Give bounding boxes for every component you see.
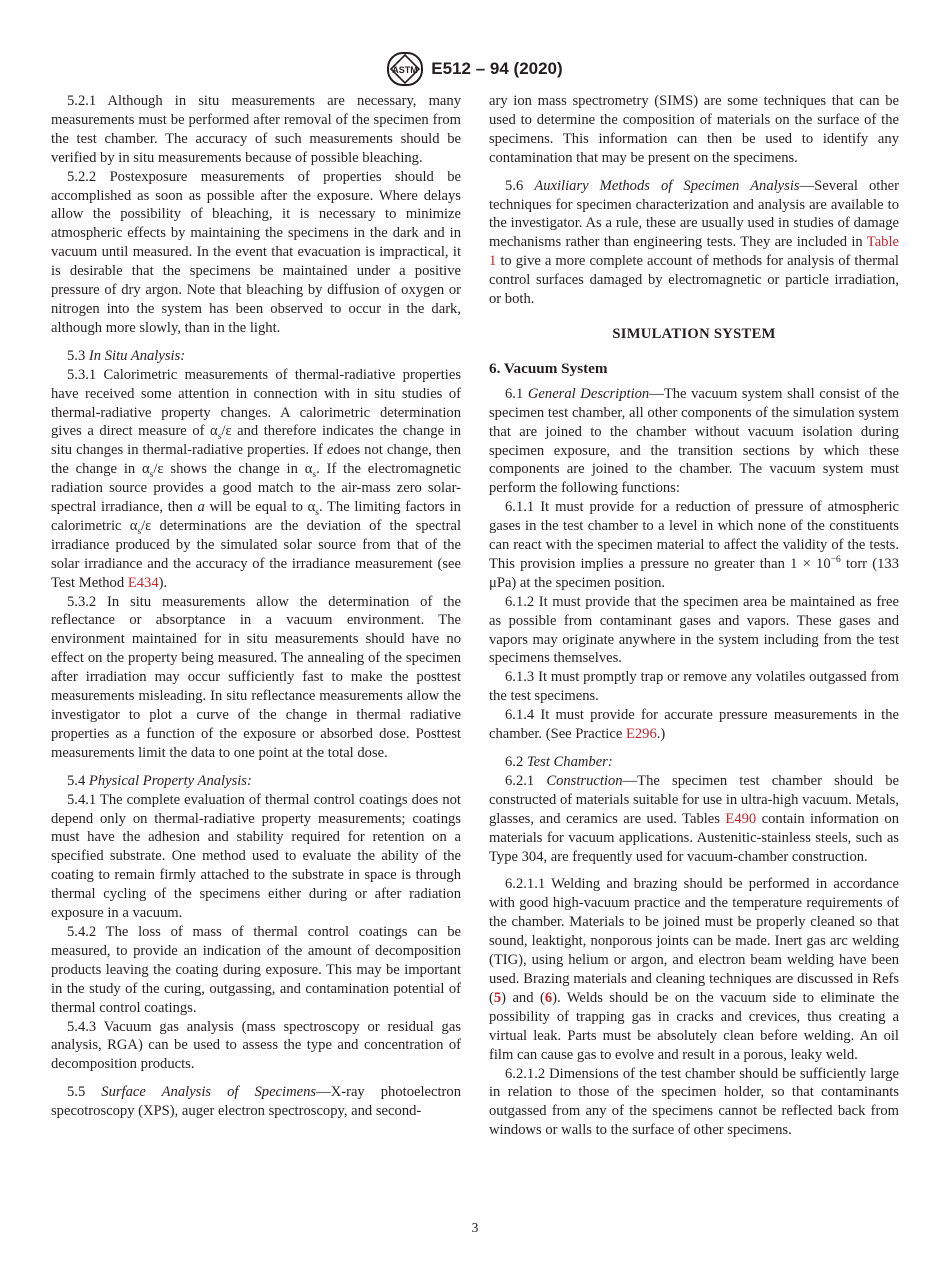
paragraph-6-2-1: 6.2.1 Construction—The specimen test chamber should be constructed of materials suitable for use in ultra-high vacuum. Metals, glasses, and ceramics are used. Tables E490 contain information on materials for vacuum applications. Austenitic-stainless steels, such as Type 304, are frequently used for vacuum-chamber construction. bbox=[489, 772, 899, 865]
right-column bbox=[489, 92, 899, 1140]
paragraph-6-1-2: 6.1.2 It must provide that the specimen area be maintained as free as possible from contaminant gases and vapors. These gases and vapors may originate anywhere in the system including from the test specimens themselves. bbox=[489, 593, 899, 667]
paragraph-5-4-2: 5.4.2 The loss of mass of thermal control coatings can be measured, to provide an indication of the amount of decomposition products leaving the coating during exposure. This may be important in the study of the curing, outgassing, and contamination potential of thermal control coatings. bbox=[51, 923, 461, 1016]
link-e296[interactable]: E296 bbox=[625, 726, 657, 743]
paragraph-5-3: 5.3 In Situ Analysis: bbox=[67, 347, 186, 364]
page-number: 3 bbox=[471, 1220, 479, 1235]
paragraph-6-1-1: 6.1.1 It must provide for a reduction of pressure of atmospheric gases in the test chamber to a level in which none of the constituents can react with the specimen material to affect the validity of the tests. This provision implies a pressure no greater than $1 \times 10^{-6}$ torr (133 μPa) at the specimen position. bbox=[489, 499, 899, 591]
standard-designation: E512 – 94 (2020) bbox=[431, 59, 563, 78]
paragraph-5-5-continued: ary ion mass spectrometry (SIMS) are some techniques that can be used to determine the composition of materials on the surface of the specimens. This information can then be used to identify any contamination that may be present on the specimens. bbox=[489, 93, 899, 166]
heading-6: 6. Vacuum System bbox=[489, 359, 608, 377]
link-e434[interactable]: E434 bbox=[127, 574, 159, 591]
link-e490[interactable]: E490 bbox=[725, 810, 757, 827]
left-column bbox=[51, 92, 461, 1121]
paragraph-5-4-3: 5.4.3 Vacuum gas analysis (mass spectroscopy or residual gas analysis, RGA) can be used to assess the type and concentration of decomposition products. bbox=[51, 1018, 461, 1073]
paragraph-6-2-1-2: 6.2.1.2 Dimensions of the test chamber should be sufficiently large in relation to those of the specimen holder, so that contaminants outgassed from any of the specimens cannot be reflected back from windows or walls to the surface of other specimens. bbox=[489, 1065, 899, 1139]
link-ref-5[interactable]: 5 bbox=[493, 989, 502, 1006]
paragraph-6-1-3: 6.1.3 It must promptly trap or remove any volatiles outgassed from the test specimens. bbox=[489, 669, 899, 705]
paragraph-5-3-2: 5.3.2 In situ measurements allow the determination of the reflectance or absorptance in a vacuum environment. The environment maintained for in situ measurements should have no effect on the property being measured. The annealing of the specimen after irradiation may occur sufficiently fast to make the posttest measurements misleading. In situ reflectance measurements allow the investigator to plot a curve of the change in thermal radiative properties as a function of the exposure or absorbed dose. Posttest measurements limit the data to one point at the total dose. bbox=[51, 593, 461, 761]
paragraph-6-2: 6.2 Test Chamber: bbox=[505, 754, 613, 770]
page-header bbox=[0, 52, 950, 86]
astm-logo-icon bbox=[387, 52, 423, 86]
paragraph-5-2-1: 5.2.1 Although in situ measurements are necessary, many measurements must be performed after removal of the specimen from the test chamber. The accuracy of such measurements should be verified by in situ measurements because of possible bleaching. bbox=[51, 93, 461, 166]
paragraph-5-3-1: 5.3.1 Calorimetric measurements of thermal-radiative properties have received some attention in connection with in situ studies of thermal-radiative property changes. A calorimetric determination gives a direct measure of $\alpha_s/\varepsilon$ and therefore indicates the change in situ changes in thermal-radiative properties. If edoes not change, then the change in $\alpha_s/\varepsilon$ shows the change in $\alpha_s$. If the electromagnetic radiation source provides a good match to the air-mass zero solar-spectral irradiance, then a will be equal to $\alpha_s$. The limiting factors in calorimetric $\alpha_s/\varepsilon$ determinations are the deviation of the spectral irradiance produced by the simulated solar source from that of the solar irradiance and the accuracy of the irradiance measurement (see Test Method E434). bbox=[51, 366, 461, 591]
paragraph-5-4-1: 5.4.1 The complete evaluation of thermal control coatings does not depend only on thermal-radiative property measurements; coatings must have the adhesion and stability required for retention on a specified substrate. One method used to evaluate the ability of the coating to remain firmly attached to the substrate in space is through thermal cycling of the specimens either during or after radiation exposure in a vacuum. bbox=[51, 791, 461, 922]
link-ref-6[interactable]: 6 bbox=[544, 989, 553, 1006]
paragraph-6-1-4: 6.1.4 It must provide for accurate pressure measurements in the chamber. (See Practice E296.) bbox=[489, 707, 899, 743]
paragraph-5-6: 5.6 Auxiliary Methods of Specimen Analysis—Several other techniques for specimen characterization and analysis are available to the investigator. As a rule, these are usually used in studies of damage mechanisms rather than engineering tests. They are included in Table 1 to give a more complete account of methods for analysis of thermal control surfaces damaged by electromagnetic or particle irradiation, or both. bbox=[489, 177, 899, 308]
paragraph-5-4: 5.4 Physical Property Analysis: bbox=[67, 772, 252, 789]
svg-text:ASTM: ASTM bbox=[392, 65, 419, 75]
paragraph-5-2-2: 5.2.2 Postexposure measurements of properties should be accomplished as soon as possible after the exposure. Where delays allow the possibility of bleaching, it is necessary to minimize atmospheric effects by maintaining the specimens in the dark and in vacuum until measured. In the event that evacuation is impractical, it is desirable that the specimens be maintained under a positive pressure of dry argon. Note that bleaching by diffusion of oxygen or nitrogen into the system has been observed to occur in the dark, although more slowly, than in the light. bbox=[51, 168, 461, 336]
link-table-1[interactable]: Table 1 bbox=[489, 234, 899, 270]
section-title: SIMULATION SYSTEM bbox=[612, 325, 776, 342]
paragraph-6-1: 6.1 General Description—The vacuum system shall consist of the specimen test chamber, all other components of the simulation system that are joined to the chamber without vacuum isolation during specimen exposure, and the transition sections by which these components are joined to the chamber. The vacuum system must perform the following functions: bbox=[489, 385, 899, 497]
paragraph-5-5: 5.5 Surface Analysis of Specimens—X-ray photoelectron specotroscopy (XPS), auger electron spectroscopy, and second- bbox=[51, 1084, 461, 1120]
paragraph-6-2-1-1: 6.2.1.1 Welding and brazing should be performed in accordance with good high-vacuum practice and the temperature requirements of the chamber. Materials to be joined must be properly cleaned so that sound, leaktight, nonporous joints can be made. Inert gas arc welding (TIG), using helium or argon, and electron beam welding have been used. Brazing materials and cleaning techniques are discussed in Refs (5) and (6). Welds should be on the vacuum side to eliminate the possibility of trapping gas in cracks and crevices, thus creating a virtual leak. Parts must be absolutely clean before welding. An oil film can cause gas to evolve and result in a porous, leaky weld. bbox=[489, 876, 899, 1063]
